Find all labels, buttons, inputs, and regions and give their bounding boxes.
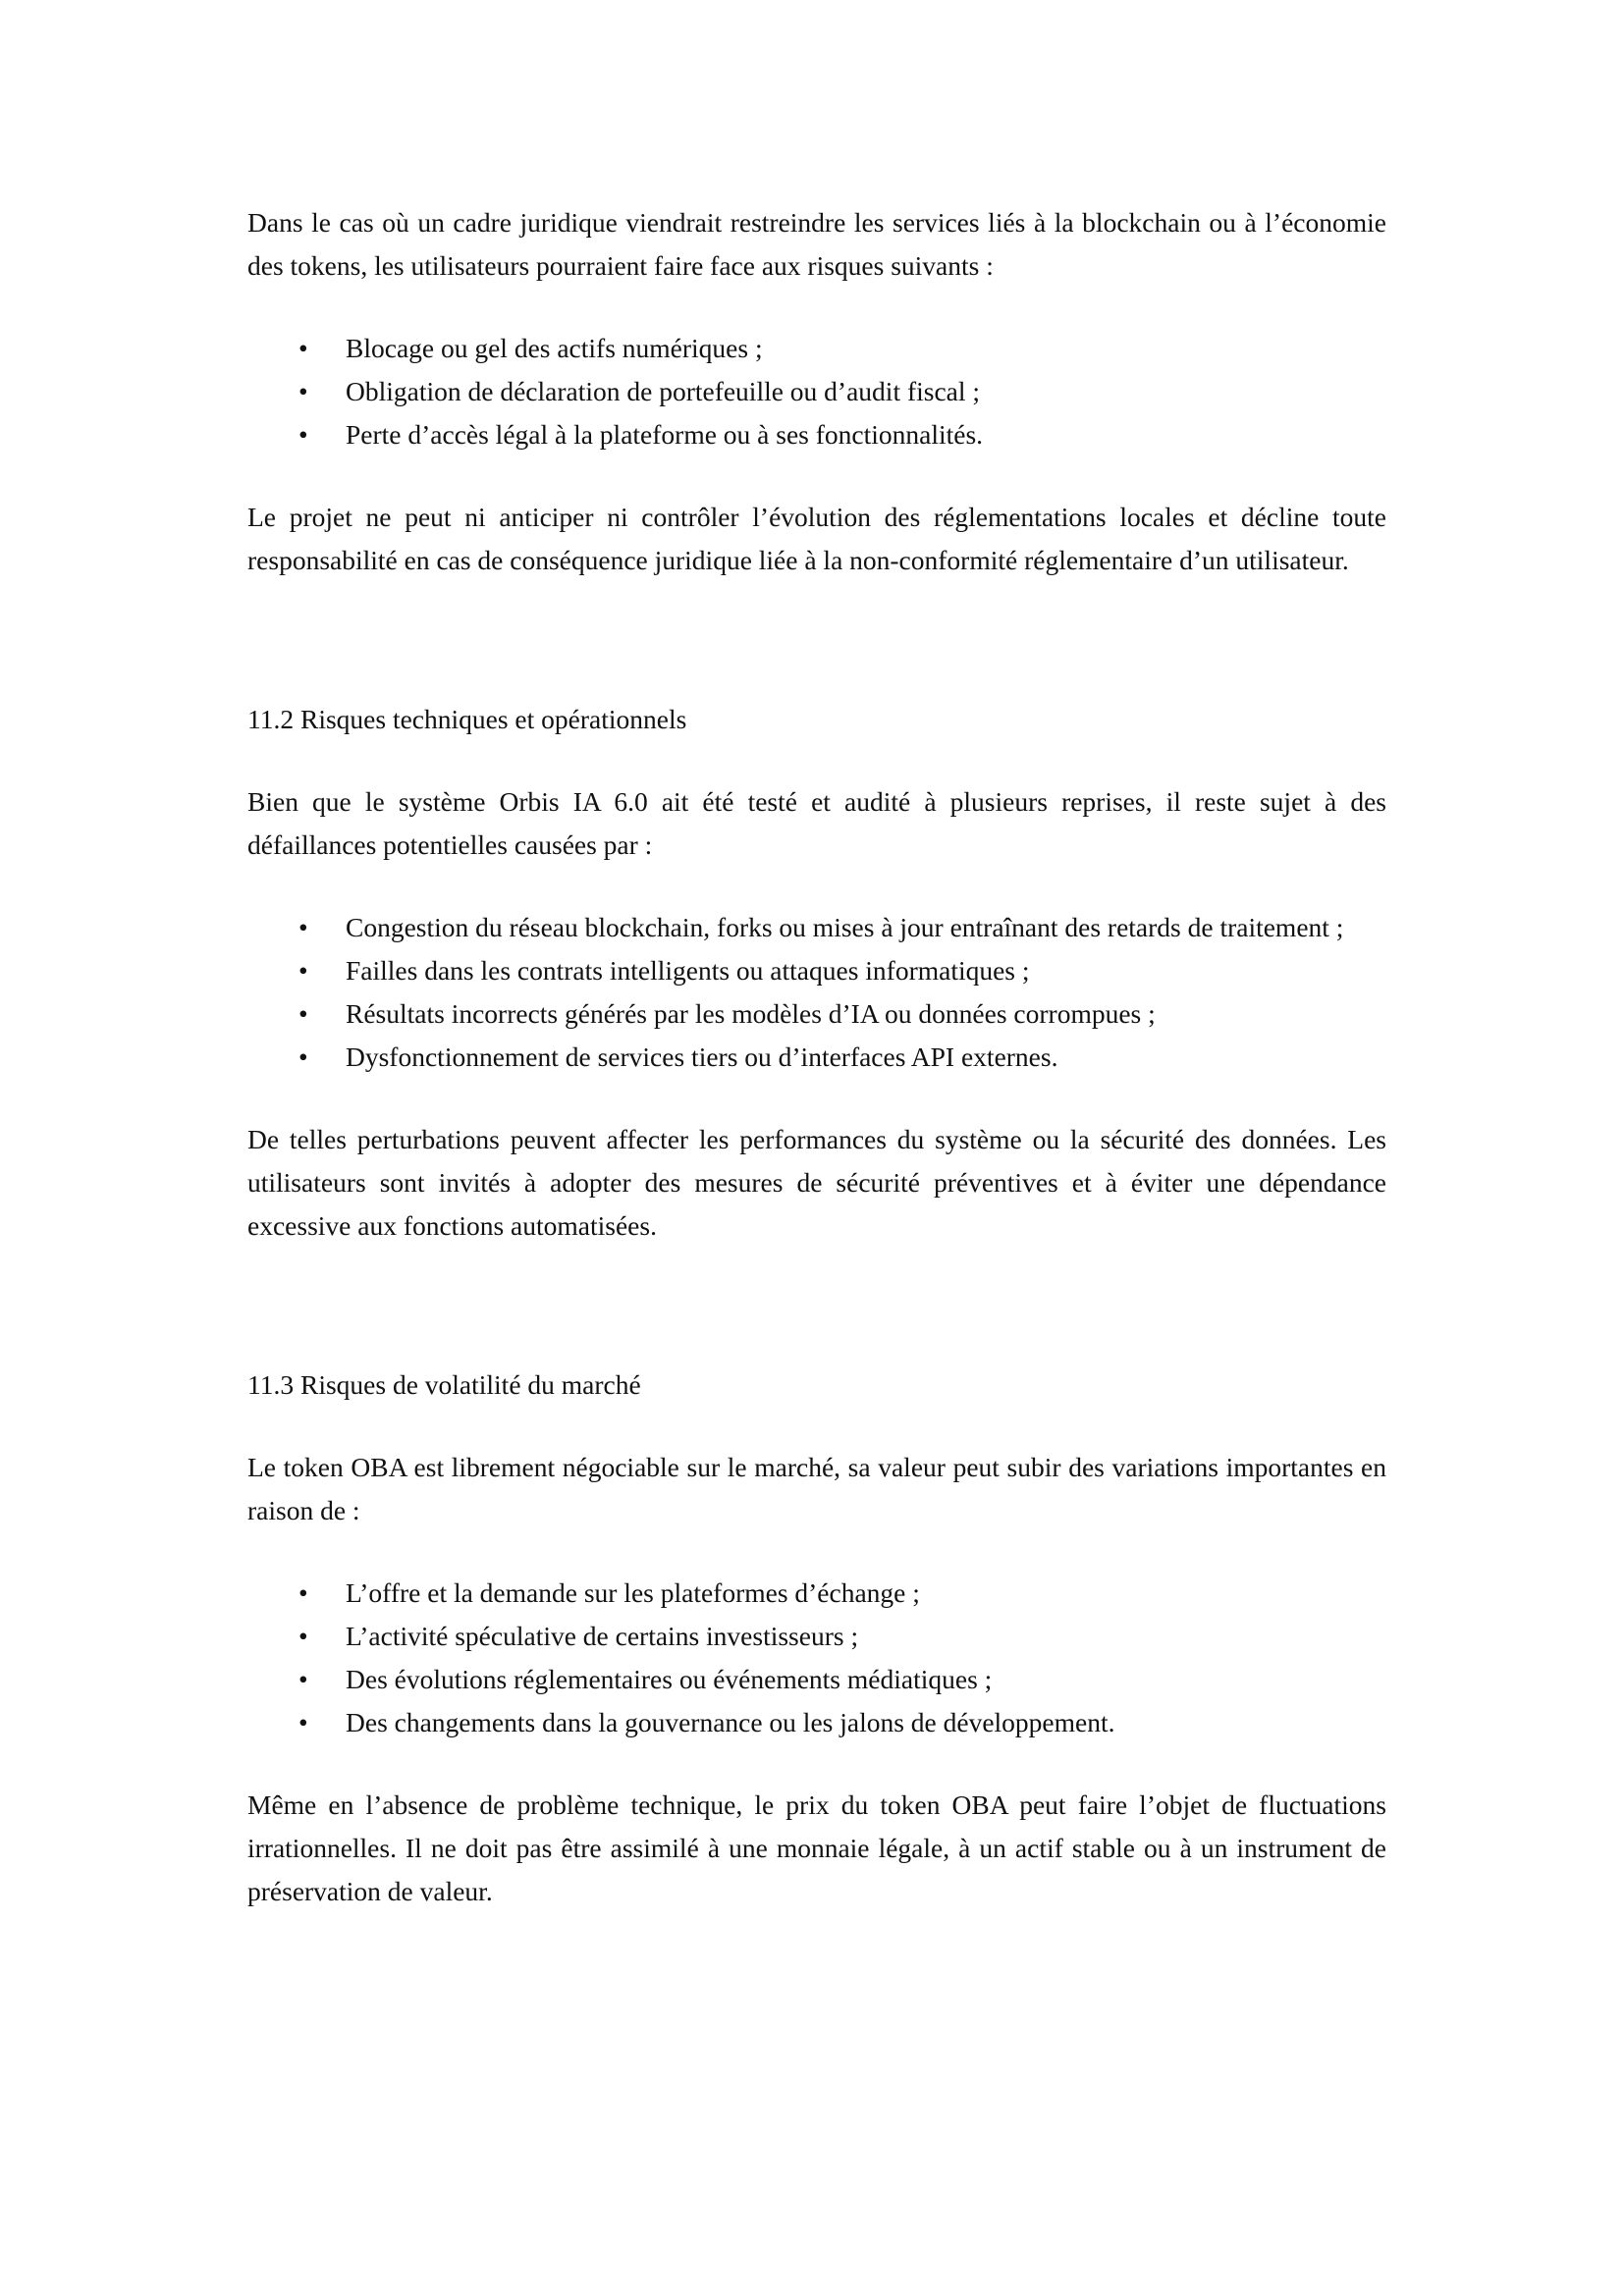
- intro-paragraph: Dans le cas où un cadre juridique viendrait restreindre les services liés à la blockchain ou à l’économie des tokens, les utilisateurs pourraient faire face aux risques suivants :: [247, 207, 1386, 281]
- list-item: • L’activité spéculative de certains investisseurs ;: [247, 1615, 1386, 1658]
- bullet-icon: •: [298, 912, 308, 942]
- list-item: • Failles dans les contrats intelligents ou attaques informatiques ;: [247, 949, 1386, 992]
- bullet-icon: •: [298, 419, 308, 450]
- bullet-icon: •: [298, 1664, 308, 1694]
- bullet-icon: •: [298, 1041, 308, 1072]
- section-heading-11-2: 11.2 Risques techniques et opérationnels: [247, 704, 687, 734]
- list-item: • Perte d’accès légal à la plateforme ou à ses fonctionnalités.: [247, 413, 1386, 456]
- list-item: • L’offre et la demande sur les plateformes d’échange ;: [247, 1572, 1386, 1615]
- document-page: [247, 201, 1386, 1913]
- bullet-icon: •: [298, 955, 308, 986]
- section-spacer: [247, 582, 1386, 698]
- section-11-2-paragraph: Bien que le système Orbis IA 6.0 ait été testé et audité à plusieurs reprises, il reste sujet à des défaillances potentielles causées par :: [247, 786, 1386, 860]
- bullet-icon: •: [298, 333, 308, 363]
- section-11-3-risk-list: [247, 1572, 1386, 1744]
- list-item: • Des changements dans la gouvernance ou les jalons de développement.: [247, 1701, 1386, 1744]
- intro-closing-paragraph: Le projet ne peut ni anticiper ni contrôler l’évolution des réglementations locales et décline toute responsabilité en cas de conséquence juridique liée à la non-conformité réglementaire d’un utilisateur.: [247, 502, 1386, 575]
- list-item: • Blocage ou gel des actifs numériques ;: [247, 327, 1386, 370]
- list-item: • Congestion du réseau blockchain, forks ou mises à jour entraînant des retards de traitement ;: [247, 906, 1386, 949]
- bullet-icon: •: [298, 1577, 308, 1608]
- bullet-icon: •: [298, 1707, 308, 1737]
- bullet-icon: •: [298, 376, 308, 406]
- section-11-2-risk-list: [247, 906, 1386, 1079]
- list-item: • Dysfonctionnement de services tiers ou d’interfaces API externes.: [247, 1036, 1386, 1079]
- section-11-3-closing-paragraph: Même en l’absence de problème technique, le prix du token OBA peut faire l’objet de fluctuations irrationnelles. Il ne doit pas être assimilé à une monnaie légale, à un actif stable ou à un instrument de préservation de valeur.: [247, 1789, 1386, 1906]
- section-heading-11-3: 11.3 Risques de volatilité du marché: [247, 1369, 641, 1400]
- intro-risk-list: [247, 327, 1386, 456]
- list-item: • Résultats incorrects générés par les modèles d’IA ou données corrompues ;: [247, 992, 1386, 1036]
- list-item: • Des évolutions réglementaires ou événements médiatiques ;: [247, 1658, 1386, 1701]
- bullet-icon: •: [298, 998, 308, 1029]
- section-11-2-closing-paragraph: De telles perturbations peuvent affecter les performances du système ou la sécurité des données. Les utilisateurs sont invités à adopter des mesures de sécurité préventives et à éviter une dépendance excessive aux fonctions automatisées.: [247, 1124, 1386, 1241]
- section-11-3-paragraph: Le token OBA est librement négociable sur le marché, sa valeur peut subir des variations importantes en raison de :: [247, 1452, 1386, 1525]
- list-item: • Obligation de déclaration de portefeuille ou d’audit fiscal ;: [247, 370, 1386, 413]
- bullet-icon: •: [298, 1621, 308, 1651]
- section-spacer: [247, 1248, 1386, 1363]
